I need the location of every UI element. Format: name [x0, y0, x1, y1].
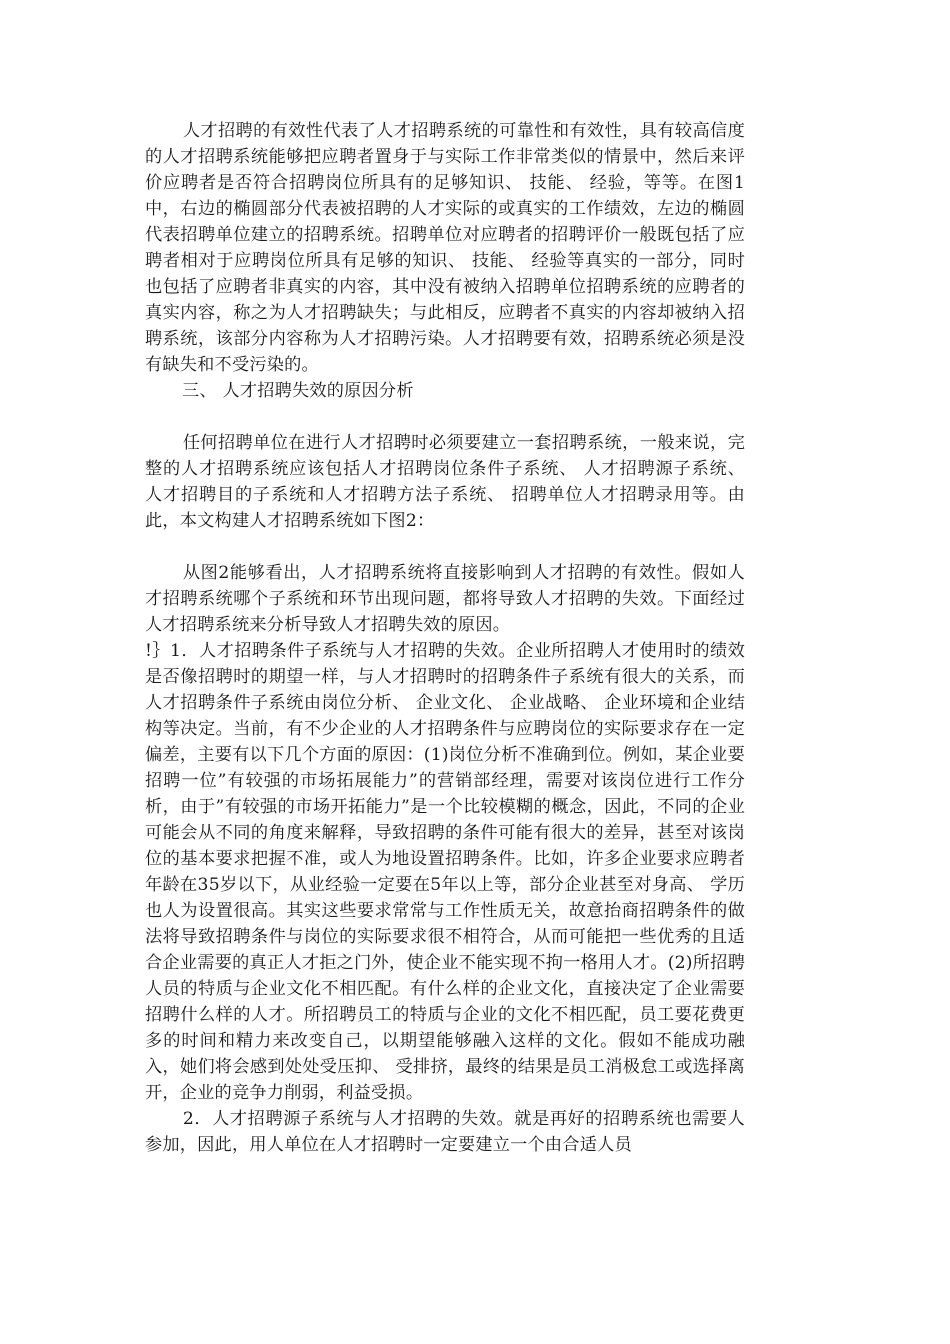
document-page	[145, 118, 745, 1158]
paragraph-recruitment-system: 任何招聘单位在进行人才招聘时必须要建立一套招聘系统，一般来说，完整的人才招聘系统应该包括人才招聘岗位条件子系统、 人才招聘源子系统、 人才招聘目的子系统和人才招聘方法子系统、 招聘单位人才招聘录用等。由此，本文构建人才招聘系统如下图2：	[145, 433, 745, 531]
paragraph-effectiveness: 人才招聘的有效性代表了人才招聘系统的可靠性和有效性，具有较高信度的人才招聘系统能够把应聘者置身于与实际工作非常类似的情景中，然后来评价应聘者是否符合招聘岗位所具有的足够知识、 技能、 经验，等等。在图1中，右边的椭圆部分代表被招聘的人才实际的或真实的工作绩效，左边的椭圆代表招聘单位建立的招聘系统。招聘单位对应聘者的招聘评价一般既包括了应聘者相对于应聘岗位所具有足够的知识、 技能、 经验等真实的一部分，同时也包括了应聘者非真实的内容，其中没有被纳入招聘单位招聘系统的应聘者的真实内容，称之为人才招聘缺失；与此相反，应聘者不真实的内容却被纳入招聘系统，该部分内容称为人才招聘污染。人才招聘要有效，招聘系统必须是没有缺失和不受污染的。	[145, 121, 745, 375]
paragraph-source-subsystem: 2．人才招聘源子系统与人才招聘的失效。就是再好的招聘系统也需要人参加，因此，用人单位在人才招聘时一定要建立一个由合适人员	[145, 1109, 745, 1155]
section-heading: 三、 人才招聘失效的原因分析	[182, 381, 414, 401]
paragraph-condition-subsystem: !｝1．人才招聘条件子系统与人才招聘的失效。企业所招聘人才使用时的绩效是否像招聘时的期望一样，与人才招聘时的招聘条件子系统有很大的关系，而人才招聘条件子系统由岗位分析、 企业文化、 企业战略、 企业环境和企业结构等决定。当前，有不少企业的人才招聘条件与应聘岗位的实际要求存在一定偏差，主要有以下几个方面的原因：(1)岗位分析不准确到位。例如，某企业要招聘一位”有较强的市场拓展能力”的营销部经理，需要对该岗位进行工作分析，由于”有较强的市场开拓能力”是一个比较模糊的概念，因此，不同的企业可能会从不同的角度来解释，导致招聘的条件可能有很大的差异，甚至对该岗位的基本要求把握不准，或人为地设置招聘条件。比如，许多企业要求应聘者年龄在35岁以下，从业经验一定要在5年以上等，部分企业甚至对身高、 学历也人为设置很高。其实这些要求常常与工作性质无关，故意抬商招聘条件的做法将导致招聘条件与岗位的实际要求很不相符合，从而可能把一些优秀的且适合企业需要的真正人才拒之门外，使企业不能实现不拘一格用人才。(2)所招聘人员的特质与企业文化不相匹配。有什么样的企业文化，直接决定了企业需要招聘什么样的人才。所招聘员工的特质与企业的文化不相匹配，员工要花费更多的时间和精力来改变自己，以期望能够融入这样的文化。假如不能成功融入，她们将会感到处处受压抑、 受排挤，最终的结果是员工消极怠工或选择离开，企业的竞争力削弱，利益受损。	[145, 641, 745, 1103]
paragraph-figure-2: 从图2能够看出，人才招聘系统将直接影响到人才招聘的有效性。假如人才招聘系统哪个子系统和环节出现问题，都将导致人才招聘的失效。下面经过人才招聘系统来分析导致人才招聘失效的原因。	[145, 563, 745, 635]
